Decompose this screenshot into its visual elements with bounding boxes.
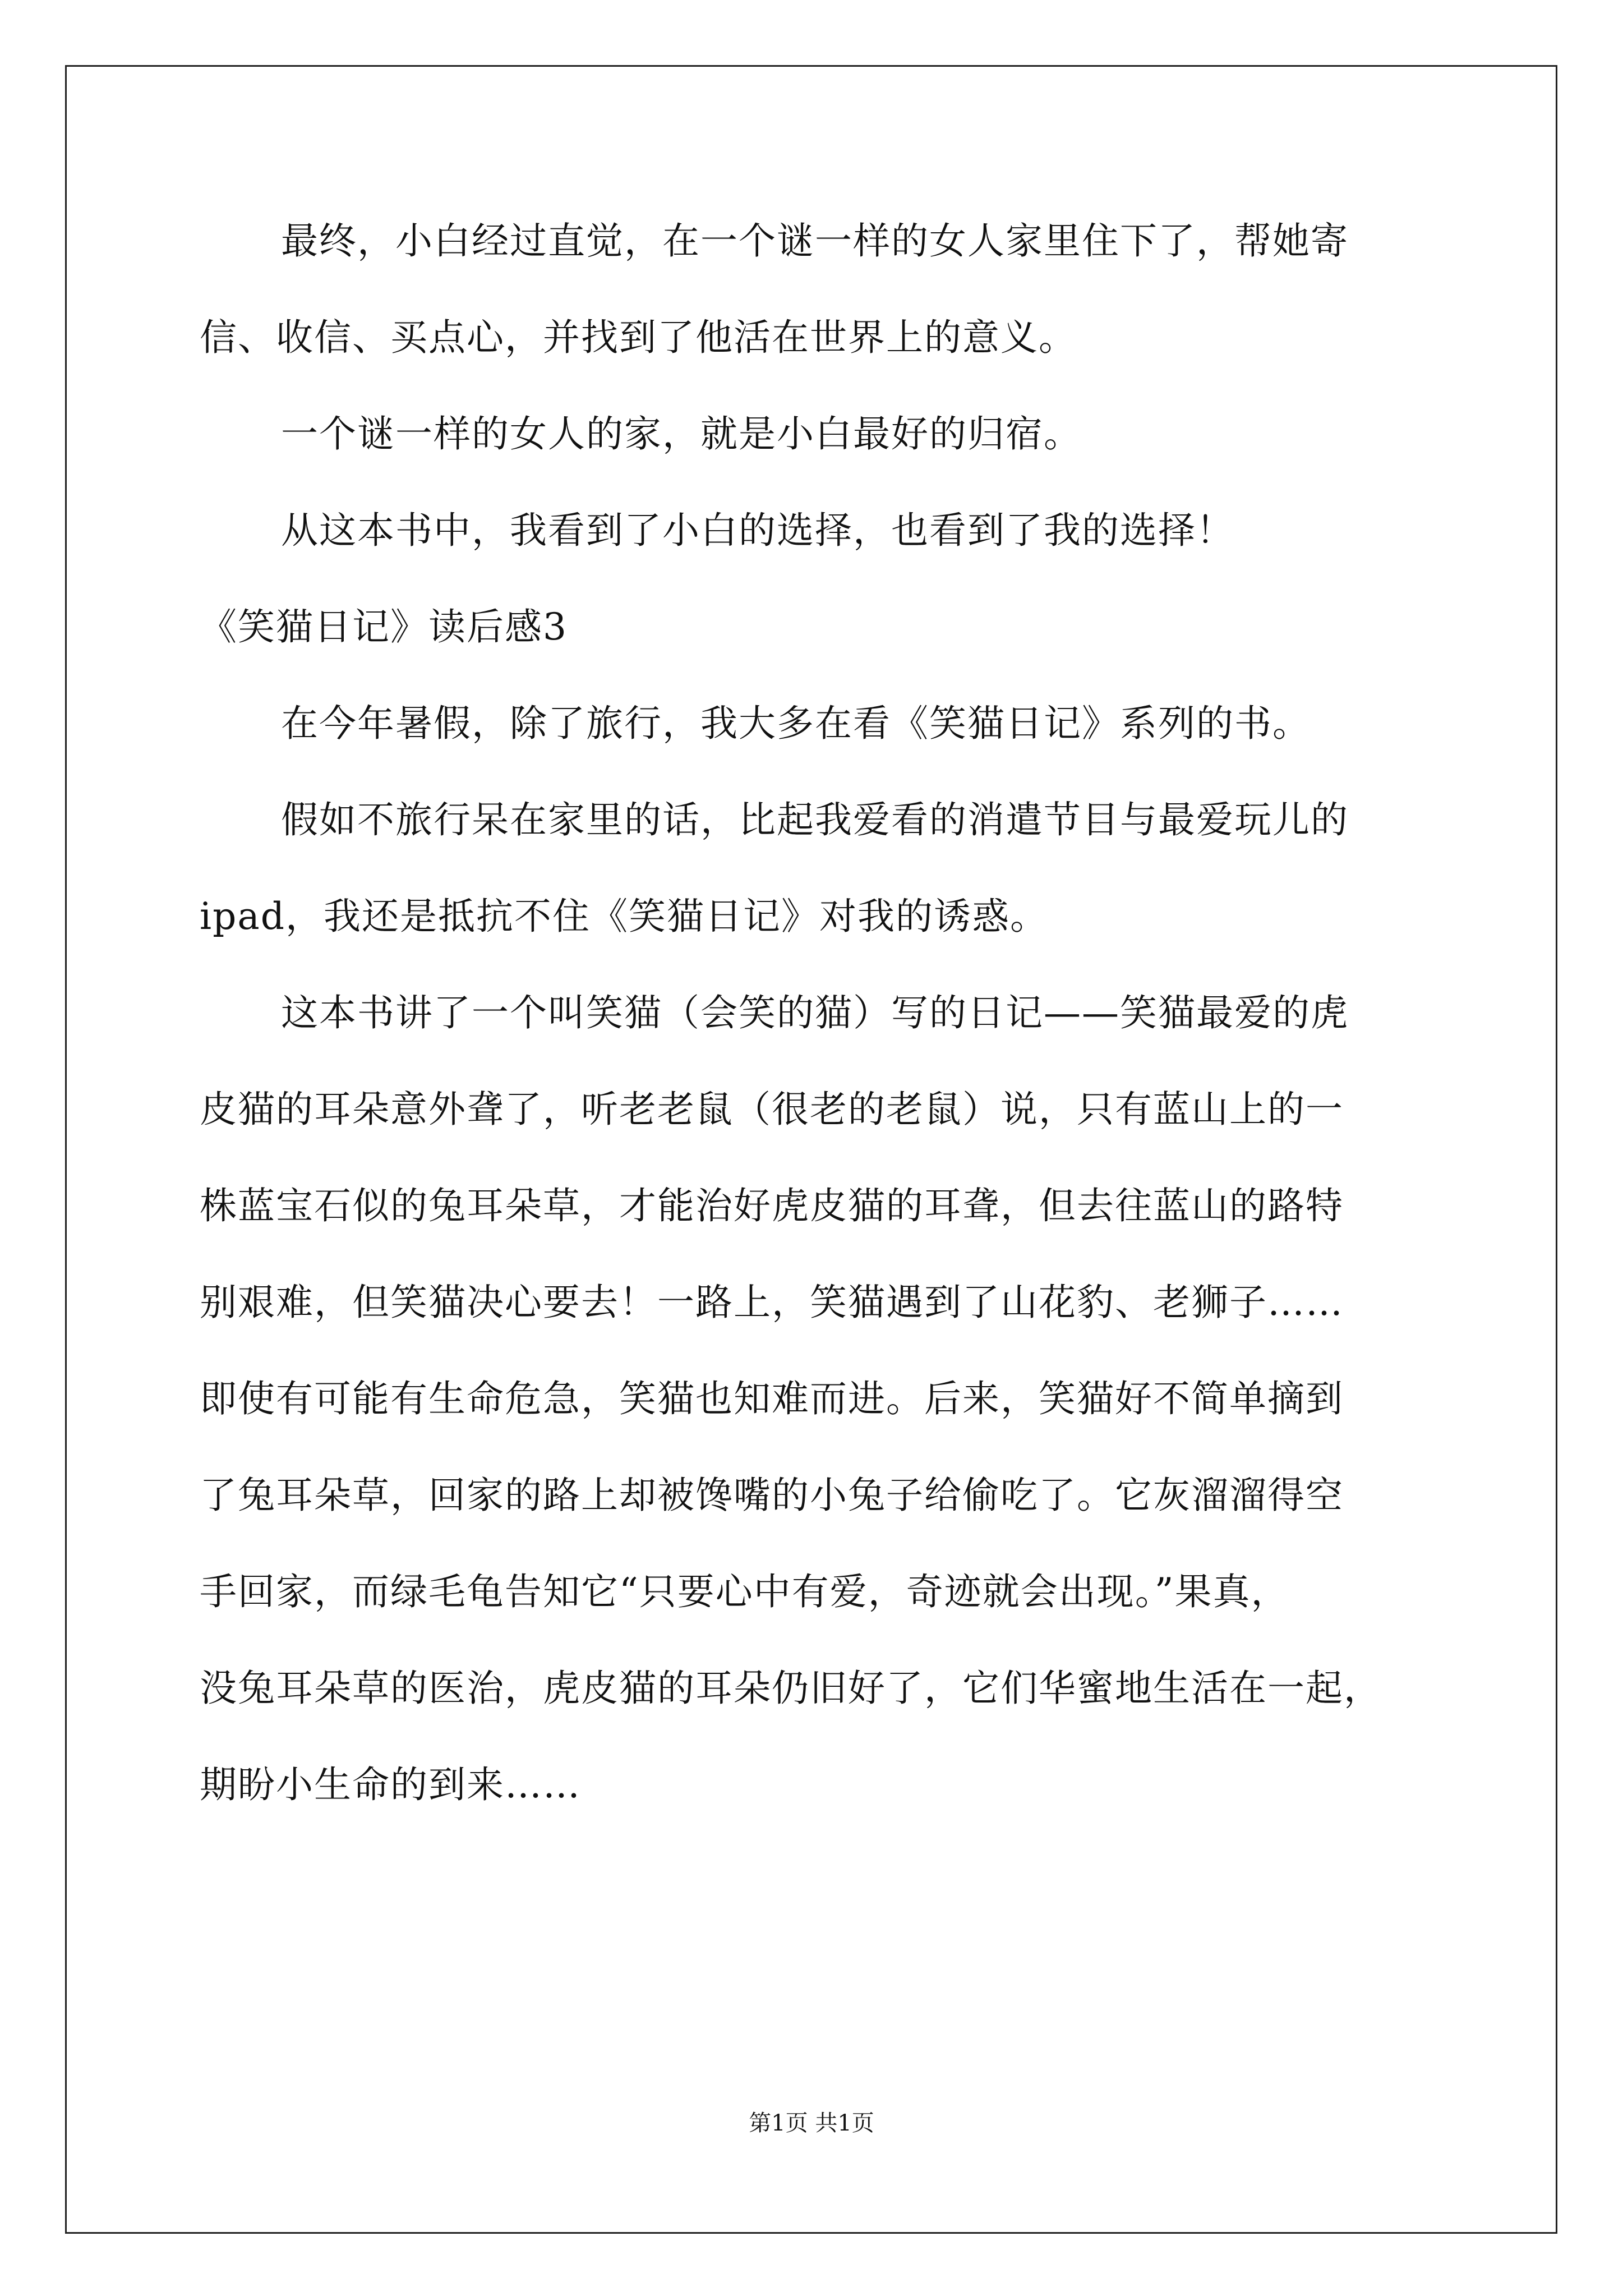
paragraph-line: 这本书讲了一个叫笑猫（会笑的猫）写的日记——笑猫最爱的虎 — [281, 991, 1349, 1034]
paragraph-line: 假如不旅行呆在家里的话，比起我爱看的消遣节目与最爱玩儿的 — [281, 798, 1349, 841]
page-frame — [65, 65, 1557, 2234]
paragraph-line: 别艰难，但笑猫决心要去！一路上，笑猫遇到了山花豹、老狮子…… — [200, 1281, 1344, 1324]
paragraph-line: 株蓝宝石似的兔耳朵草，才能治好虎皮猫的耳聋，但去往蓝山的路特 — [200, 1184, 1344, 1227]
paragraph-line: 即使有可能有生命危急，笑猫也知难而进。后来，笑猫好不简单摘到 — [200, 1377, 1344, 1420]
paragraph-line: 信、收信、买点心，并找到了他活在世界上的意义。 — [200, 316, 1077, 359]
paragraph-line: ipad，我还是抵抗不住《笑猫日记》对我的诱惑。 — [200, 895, 1048, 938]
paragraph-line: 从这本书中，我看到了小白的选择，也看到了我的选择！ — [281, 509, 1234, 552]
paragraph-line: 了兔耳朵草，回家的路上却被馋嘴的小兔子给偷吃了。它灰溜溜得空 — [200, 1474, 1344, 1517]
paragraph-line: 手回家，而绿毛龟告知它“只要心中有爱，奇迹就会出现。”果真， — [200, 1570, 1289, 1613]
paragraph-line: 皮猫的耳朵意外聋了，听老老鼠（很老的老鼠）说，只有蓝山上的一 — [200, 1088, 1344, 1131]
paragraph-line: 没兔耳朵草的医治，虎皮猫的耳朵仍旧好了，它们华蜜地生活在一起， — [200, 1667, 1382, 1710]
paragraph-line: 一个谜一样的女人的家，就是小白最好的归宿。 — [281, 412, 1082, 455]
section-title: 《笑猫日记》读后感3 — [200, 605, 568, 648]
paragraph-line: 最终，小白经过直觉，在一个谜一样的女人家里住下了，帮她寄 — [281, 219, 1349, 263]
paragraph-line: 期盼小生命的到来…… — [200, 1763, 581, 1806]
page-number: 第1页 共1页 — [749, 2110, 874, 2136]
paragraph-line: 在今年暑假，除了旅行，我大多在看《笑猫日记》系列的书。 — [281, 702, 1311, 745]
